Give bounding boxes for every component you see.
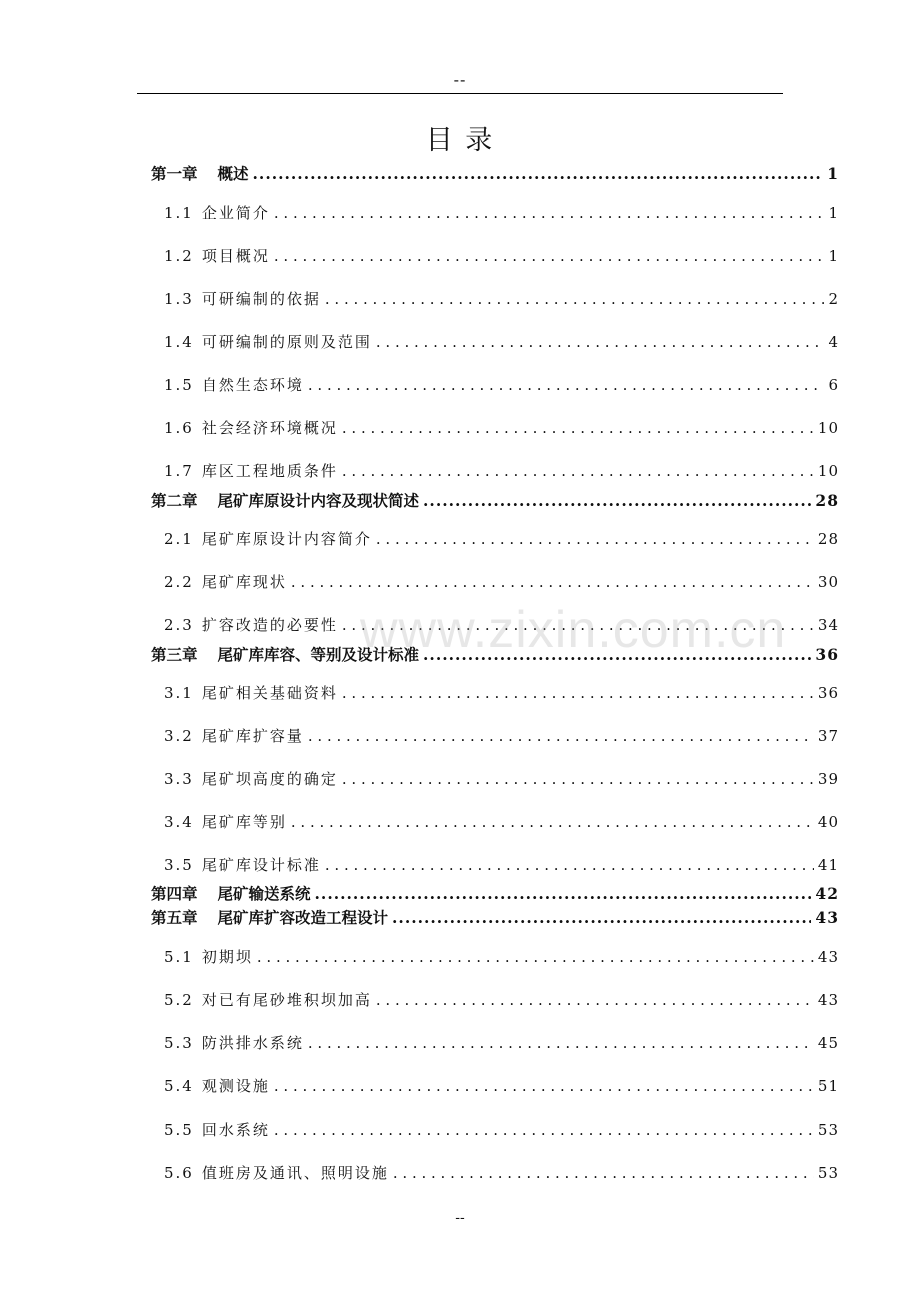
toc-section-5-5[interactable]: [164, 1119, 839, 1140]
section-title: 尾矿库原设计内容简介: [201, 530, 372, 548]
section-title: 尾矿坝高度的确定: [201, 770, 338, 788]
section-number: 1.1: [164, 204, 194, 222]
dot-leader: [393, 1164, 814, 1182]
chapter-title: 概述: [217, 164, 249, 183]
toc-chapter-5[interactable]: [151, 906, 839, 928]
page-number: 4: [828, 333, 839, 351]
chapter-title: 尾矿库扩容改造工程设计: [217, 908, 389, 927]
page-number: 10: [817, 419, 839, 437]
section-title: 尾矿库等别: [201, 813, 287, 831]
toc-section-1-4[interactable]: [164, 331, 839, 352]
page-number: 28: [815, 491, 839, 510]
page-footer-mark: --: [455, 1210, 465, 1226]
dot-leader: [325, 290, 825, 308]
page-number: 53: [817, 1164, 839, 1182]
toc-chapter-2[interactable]: [151, 489, 839, 511]
toc-section-2-1[interactable]: [164, 528, 839, 549]
dot-leader: [423, 491, 811, 510]
toc-chapter-4[interactable]: [151, 882, 839, 904]
section-title: 扩容改造的必要性: [201, 616, 338, 634]
dot-leader: [274, 247, 825, 265]
chapter-number: 第五章: [151, 908, 198, 927]
toc-section-2-2[interactable]: [164, 571, 839, 592]
section-number: 1.4: [164, 333, 194, 351]
section-title: 观测设施: [201, 1077, 270, 1095]
dot-leader: [274, 204, 825, 222]
section-number: 5.4: [164, 1077, 194, 1095]
chapter-title: 尾矿库原设计内容及现状简述: [217, 491, 420, 510]
dot-leader: [308, 1034, 814, 1052]
toc-section-1-2[interactable]: [164, 245, 839, 266]
page-number: 36: [815, 645, 839, 664]
dot-leader: [308, 376, 825, 394]
dot-leader: [376, 991, 814, 1009]
page-number: 1: [828, 204, 839, 222]
page-number: 39: [817, 770, 839, 788]
toc-section-3-5[interactable]: [164, 854, 839, 875]
section-title: 企业简介: [201, 204, 270, 222]
section-number: 5.3: [164, 1034, 194, 1052]
section-number: 5.2: [164, 991, 194, 1009]
section-number: 1.2: [164, 247, 194, 265]
section-number: 1.3: [164, 290, 194, 308]
toc-section-1-1[interactable]: [164, 202, 839, 223]
dot-leader: [342, 462, 814, 480]
page-number: 41: [817, 856, 839, 874]
dot-leader: [342, 770, 814, 788]
section-title: 库区工程地质条件: [201, 462, 338, 480]
toc-section-3-3[interactable]: [164, 768, 839, 789]
toc-section-1-6[interactable]: [164, 417, 839, 438]
toc-section-3-1[interactable]: [164, 682, 839, 703]
toc-chapter-1[interactable]: [151, 162, 839, 184]
dot-leader: [291, 813, 814, 831]
page-number: 6: [828, 376, 839, 394]
toc-section-3-2[interactable]: [164, 725, 839, 746]
section-number: 3.3: [164, 770, 194, 788]
toc-section-5-1[interactable]: [164, 946, 839, 967]
page-header-mark: --: [453, 70, 467, 89]
page-number: 43: [817, 948, 839, 966]
page-number: 1: [828, 247, 839, 265]
chapter-number: 第二章: [151, 491, 198, 510]
section-title: 尾矿库现状: [201, 573, 287, 591]
section-title: 回水系统: [201, 1121, 270, 1139]
section-number: 2.3: [164, 616, 194, 634]
page-number: 40: [817, 813, 839, 831]
toc-section-1-5[interactable]: [164, 374, 839, 395]
section-number: 3.4: [164, 813, 194, 831]
toc-section-5-6[interactable]: [164, 1162, 839, 1183]
toc-section-1-7[interactable]: [164, 460, 839, 481]
page-number: 2: [828, 290, 839, 308]
section-title: 值班房及通讯、照明设施: [201, 1164, 389, 1182]
section-number: 5.1: [164, 948, 194, 966]
dot-leader: [274, 1077, 814, 1095]
section-title: 初期坝: [201, 948, 253, 966]
section-number: 2.1: [164, 530, 194, 548]
page-number: 53: [817, 1121, 839, 1139]
toc-section-5-3[interactable]: [164, 1032, 839, 1053]
page-number: 30: [817, 573, 839, 591]
section-number: 1.7: [164, 462, 194, 480]
section-number: 5.6: [164, 1164, 194, 1182]
dot-leader: [392, 908, 811, 927]
page-number: 37: [817, 727, 839, 745]
page-number: 10: [817, 462, 839, 480]
dot-leader: [308, 727, 814, 745]
watermark: www.zixin.com.cn: [360, 601, 787, 659]
section-title: 尾矿库扩容量: [201, 727, 304, 745]
chapter-title: 尾矿库库容、等别及设计标准: [217, 645, 420, 664]
section-title: 社会经济环境概况: [201, 419, 338, 437]
page-number: 42: [815, 884, 839, 903]
dot-leader: [253, 164, 824, 183]
dot-leader: [257, 948, 814, 966]
section-number: 5.5: [164, 1121, 194, 1139]
chapter-number: 第四章: [151, 884, 198, 903]
section-number: 3.1: [164, 684, 194, 702]
dot-leader: [376, 530, 814, 548]
section-number: 2.2: [164, 573, 194, 591]
dot-leader: [291, 573, 814, 591]
dot-leader: [342, 684, 814, 702]
page-number: 34: [817, 616, 839, 634]
dot-leader: [315, 884, 812, 903]
chapter-number: 第三章: [151, 645, 198, 664]
section-number: 1.6: [164, 419, 194, 437]
section-number: 1.5: [164, 376, 194, 394]
section-title: 尾矿相关基础资料: [201, 684, 338, 702]
dot-leader: [376, 333, 825, 351]
chapter-title: 尾矿输送系统: [217, 884, 311, 903]
page-number: 28: [817, 530, 839, 548]
toc-section-5-4[interactable]: [164, 1075, 839, 1096]
section-number: 3.5: [164, 856, 194, 874]
section-title: 防洪排水系统: [201, 1034, 304, 1052]
section-title: 可研编制的原则及范围: [201, 333, 372, 351]
page-number: 43: [817, 991, 839, 1009]
page-number: 45: [817, 1034, 839, 1052]
toc-section-3-4[interactable]: [164, 811, 839, 832]
dot-leader: [342, 419, 814, 437]
section-title: 自然生态环境: [201, 376, 304, 394]
toc-section-5-2[interactable]: [164, 989, 839, 1010]
chapter-number: 第一章: [151, 164, 198, 183]
section-title: 可研编制的依据: [201, 290, 321, 308]
section-title: 对已有尾砂堆积坝加高: [201, 991, 372, 1009]
dot-leader: [274, 1121, 814, 1139]
toc-title: 目 录: [425, 125, 495, 156]
page-number: 51: [817, 1077, 839, 1095]
section-title: 项目概况: [201, 247, 270, 265]
toc-section-1-3[interactable]: [164, 288, 839, 309]
page-number: 43: [815, 908, 839, 927]
page-number: 1: [827, 164, 839, 183]
section-title: 尾矿库设计标准: [201, 856, 321, 874]
page-number: 36: [817, 684, 839, 702]
section-number: 3.2: [164, 727, 194, 745]
dot-leader: [325, 856, 814, 874]
